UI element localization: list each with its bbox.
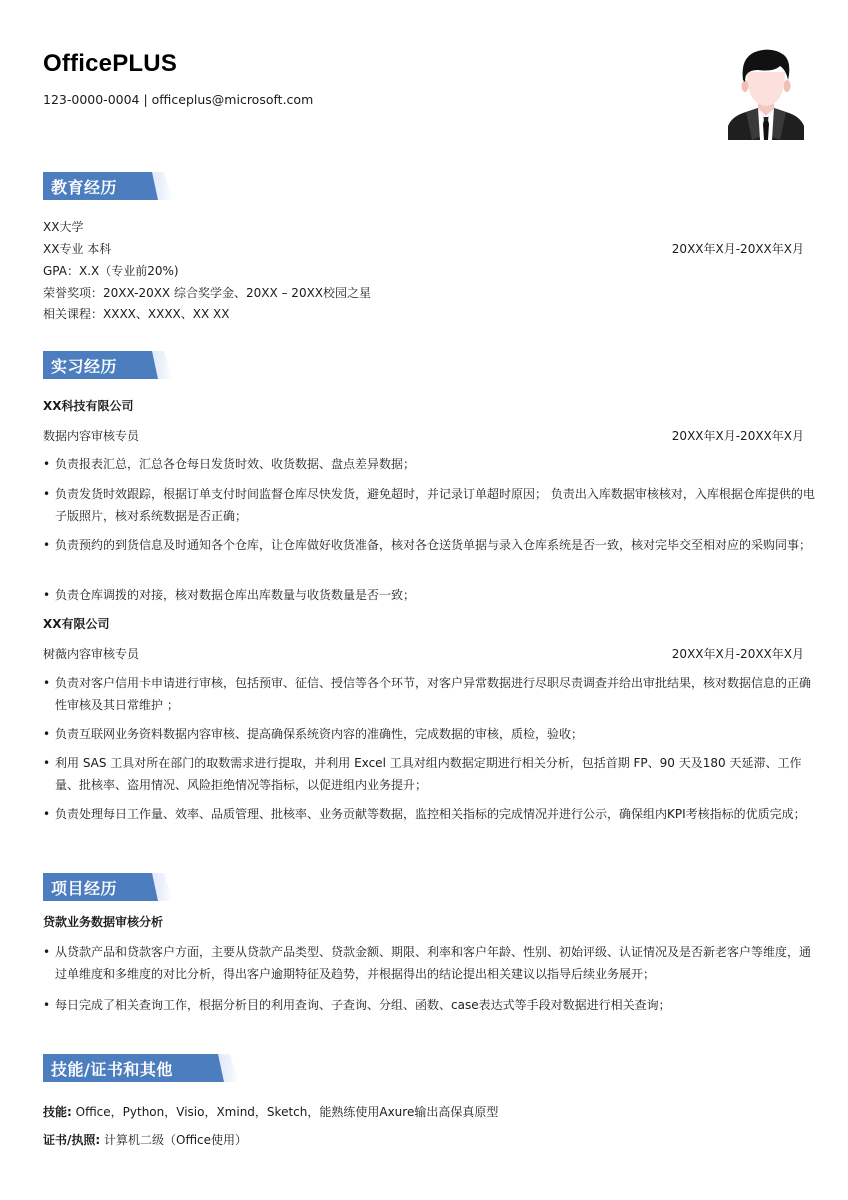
job-bullet: • 负责仓库调拨的对接，核对数据仓库出库数量与收货数量是否一致； bbox=[43, 585, 818, 607]
section-header-skills bbox=[43, 1054, 239, 1082]
section-title: 教育经历 bbox=[51, 178, 118, 197]
job-bullet: • 利用 SAS 工具对所在部门的取数需求进行提取，并利用 Excel 工具对组内数据定期进行相关分析，包括首期 FP、90 天及180 天延滞、工作量、批核率、盗用情况、风险拒绝情况等指标，以促进组内业务提升； bbox=[43, 753, 818, 796]
person-avatar-icon bbox=[728, 46, 804, 140]
job-bullet: • 负责发货时效跟踪，根据订单支付时间监督仓库尽快发货，避免超时，并记录订单超时原因； 负责出入库数据审核核对，入库根据仓库提供的电子版照片，核对系统数据是否正确； bbox=[43, 484, 818, 527]
skills-line bbox=[43, 1104, 498, 1120]
certificates-line bbox=[43, 1132, 247, 1148]
section-title: 技能/证书和其他 bbox=[51, 1060, 173, 1079]
job-date: 20XX年X月-20XX年X月 bbox=[671, 429, 804, 443]
school-name: XX大学 bbox=[43, 220, 84, 234]
project-bullet: • 从贷款产品和贷款客户方面，主要从贷款产品类型、贷款金额、期限、利率和客户年龄、性别、初始评级、认证情况及是否新老客户等维度，通过单维度和多维度的对比分析，得出客户逾期特征及趋势，并根据得出的结论提出相关建议以指导后续业务展开； bbox=[43, 942, 818, 985]
section-header-internship bbox=[43, 351, 173, 379]
cert-value: 计算机二级（Office使用） bbox=[100, 1133, 248, 1147]
section-title: 实习经历 bbox=[51, 357, 118, 376]
cert-label: 证书/执照: bbox=[43, 1133, 101, 1147]
education-date: 20XX年X月-20XX年X月 bbox=[671, 242, 804, 256]
job-bullet: • 负责处理每日工作量、效率、品质管理、批核率、业务贡献等数据，监控相关指标的完成情况并进行公示，确保组内KPI考核指标的优质完成； bbox=[43, 804, 818, 826]
major-degree: XX专业 本科 bbox=[43, 242, 112, 256]
project-name: 贷款业务数据审核分析 bbox=[43, 915, 164, 929]
section-header-project bbox=[43, 873, 173, 901]
company-name: XX科技有限公司 bbox=[43, 399, 134, 413]
related-courses: 相关课程：XXXX、XXXX、XX XX bbox=[43, 307, 230, 321]
job-role: 树薇内容审核专员 bbox=[43, 647, 140, 661]
project-bullet: • 每日完成了相关查询工作，根据分析目的利用查询、子查询、分组、函数、case表达式等手段对数据进行相关查询； bbox=[43, 995, 818, 1017]
contact-info: 123-0000-0004 | officeplus@microsoft.com bbox=[43, 92, 314, 107]
job-bullet: • 负责报表汇总，汇总各仓每日发货时效、收货数据、盘点差异数据； bbox=[43, 454, 818, 476]
avatar bbox=[728, 46, 804, 140]
gpa: GPA：X.X（专业前20%) bbox=[43, 264, 179, 278]
job-bullet: • 负责对客户信用卡申请进行审核，包括预审、征信、授信等各个环节，对客户异常数据进行尽职尽责调查并给出审批结果，核对数据信息的正确性审核及其日常维护 ； bbox=[43, 673, 818, 716]
section-header-education bbox=[43, 172, 173, 200]
job-bullet: • 负责互联网业务资料数据内容审核、提高确保系统资内容的准确性，完成数据的审核，质检，验收； bbox=[43, 724, 818, 746]
honors: 荣誉奖项：20XX-20XX 综合奖学金、20XX – 20XX校园之星 bbox=[43, 286, 372, 300]
section-title: 项目经历 bbox=[51, 879, 118, 898]
job-role: 数据内容审核专员 bbox=[43, 429, 140, 443]
skills-value: Office，Python，Visio，Xmind，Sketch，能熟练使用Axure输出高保真原型 bbox=[71, 1105, 499, 1119]
candidate-name: OfficePLUS bbox=[43, 50, 178, 77]
skills-label: 技能: bbox=[43, 1105, 72, 1119]
job-bullet: • 负责预约的到货信息及时通知各个仓库，让仓库做好收货准备，核对各仓送货单据与录入仓库系统是否一致，核对完毕交至相对应的采购同事； bbox=[43, 535, 818, 557]
job-date: 20XX年X月-20XX年X月 bbox=[671, 647, 804, 661]
company-name: XX有限公司 bbox=[43, 617, 110, 631]
